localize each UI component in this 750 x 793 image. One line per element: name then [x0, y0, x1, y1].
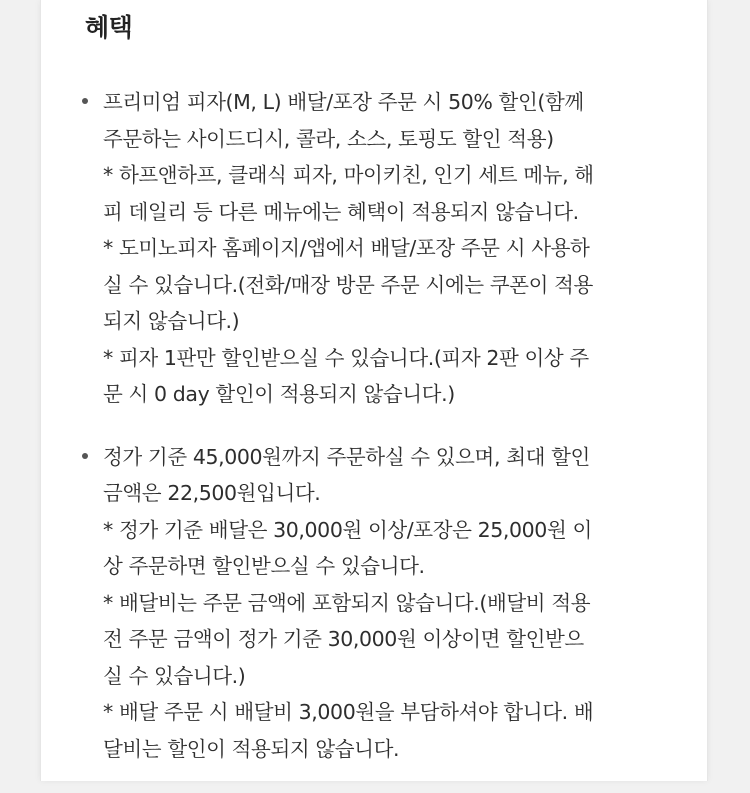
benefit-note-line: 실 수 있습니다.): [103, 663, 246, 688]
benefit-text-line: 정가 기준 45,000원까지 주문하실 수 있으며, 최대 할인: [103, 444, 590, 469]
benefits-card: [40, 0, 708, 781]
benefit-note-line: 실 수 있습니다.(전화/매장 방문 주문 시에는 쿠폰이 적용: [103, 272, 593, 297]
benefit-note-line: 상 주문하면 할인받으실 수 있습니다.: [103, 554, 425, 578]
bullet-icon: [82, 453, 88, 459]
benefit-note-line: 되지 않습니다.): [103, 309, 240, 333]
benefit-item-discount: [41, 84, 709, 413]
benefit-note-line: * 배달비는 주문 금액에 포함되지 않습니다.(배달비 적용: [103, 590, 591, 615]
benefit-note-line: * 도미노피자 홈페이지/앱에서 배달/포장 주문 시 사용하: [103, 236, 590, 260]
benefit-text-line: 프리미엄 피자(M, L) 배달/포장 주문 시 50% 할인(함께: [103, 90, 584, 114]
benefit-item-order-limit: [41, 439, 709, 768]
benefit-note-line: 전 주문 금액이 정가 기준 30,000원 이상이면 할인받으: [103, 627, 584, 651]
benefit-note-line: 문 시 0 day 할인이 적용되지 않습니다.): [103, 382, 455, 406]
benefit-note-line: * 하프앤하프, 클래식 피자, 마이키친, 인기 세트 메뉴, 해: [103, 163, 594, 187]
benefit-note-line: * 정가 기준 배달은 30,000원 이상/포장은 25,000원 이: [103, 517, 592, 542]
benefit-note-line: * 피자 1판만 할인받으실 수 있습니다.(피자 2판 이상 주: [103, 345, 589, 370]
benefit-note-line: 달비는 할인이 적용되지 않습니다.: [103, 736, 400, 761]
benefit-text-line: 금액은 22,500원입니다.: [103, 481, 321, 505]
benefit-note-line: * 배달 주문 시 배달비 3,000원을 부담하셔야 합니다. 배: [103, 700, 594, 724]
benefit-note-line: 피 데일리 등 다른 메뉴에는 혜택이 적용되지 않습니다.: [103, 199, 579, 224]
benefit-text-line: 주문하는 사이드디시, 콜라, 소스, 토핑도 할인 적용): [103, 126, 554, 151]
bullet-icon: [82, 98, 88, 104]
section-title: 혜택: [85, 13, 133, 42]
benefit-list: [41, 84, 709, 793]
